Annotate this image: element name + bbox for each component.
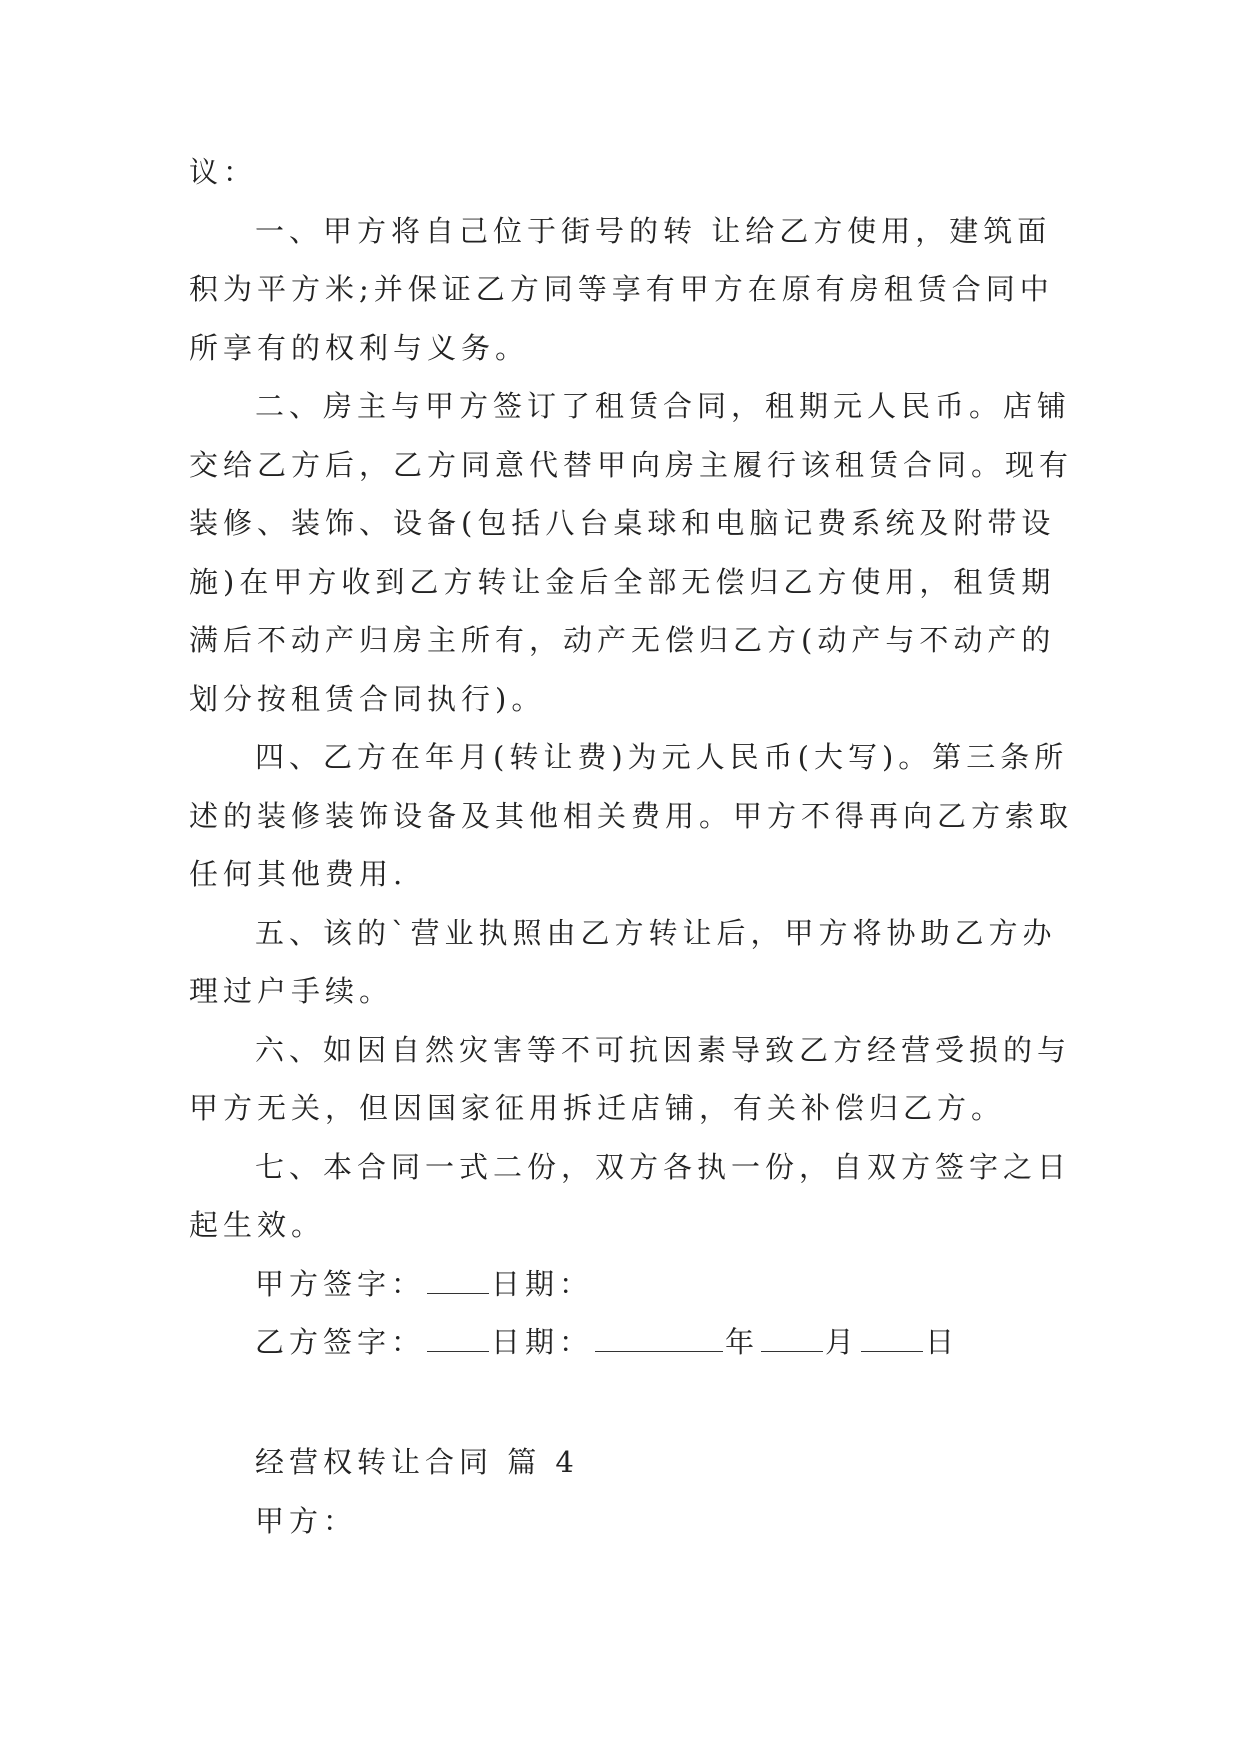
month-label: 月 bbox=[825, 1325, 860, 1359]
clause-5-line: 五、该的`营业执照由乙方转让后，甲方将协助乙方办 bbox=[255, 915, 1057, 950]
clause-7-line: 起生效。 bbox=[189, 1208, 326, 1242]
clause-7-line: 七、本合同一式二份，双方各执一份，自双方签字之日 bbox=[255, 1149, 1072, 1184]
clause-2-line: 施)在甲方收到乙方转让金后全部无偿归乙方使用，租赁期 bbox=[189, 564, 1056, 599]
signature-b-blank[interactable] bbox=[427, 1325, 489, 1352]
day-blank[interactable] bbox=[861, 1325, 923, 1352]
clause-4-line: 述的装修装饰设备及其他相关费用。甲方不得再向乙方索取 bbox=[189, 798, 1074, 833]
clause-6-line: 六、如因自然灾害等不可抗因素导致乙方经营受损的与 bbox=[255, 1032, 1072, 1067]
year-label: 年 bbox=[725, 1325, 760, 1359]
body-line: 议： bbox=[189, 155, 258, 189]
signature-party-a bbox=[189, 1255, 1051, 1314]
signature-a-label: 甲方签字： bbox=[255, 1266, 426, 1301]
signature-party-b bbox=[189, 1313, 1051, 1372]
day-label: 日 bbox=[925, 1325, 960, 1359]
clause-2-line: 二、房主与甲方签订了租赁合同，租期元人民币。店铺 bbox=[255, 389, 1072, 423]
clause-2-line: 划分按租赁合同执行)。 bbox=[189, 681, 546, 716]
clause-2-line: 装修、装饰、设备(包括八台桌球和电脑记费系统及附带设 bbox=[189, 506, 1056, 540]
contract-body bbox=[189, 143, 1074, 1372]
next-section bbox=[189, 1433, 1051, 1550]
clause-2-line: 满后不动产归房主所有，动产无偿归乙方(动产与不动产的 bbox=[189, 623, 1056, 657]
signature-b-label: 乙方签字： bbox=[255, 1325, 426, 1359]
signature-a-date-label: 日期： bbox=[491, 1266, 594, 1301]
clause-4-line: 任何其他费用. bbox=[189, 857, 408, 891]
clause-1-line: 所享有的权利与义务。 bbox=[189, 330, 530, 365]
clause-2-line: 交给乙方后，乙方同意代替甲向房主履行该租赁合同。现有 bbox=[189, 447, 1074, 482]
signature-b-date-label: 日期： bbox=[491, 1325, 594, 1359]
signature-a-blank[interactable] bbox=[427, 1267, 489, 1294]
clause-1-line: 积为平方米;并保证乙方同等享有甲方在原有房租赁合同中 bbox=[189, 272, 1054, 306]
year-blank[interactable] bbox=[595, 1325, 723, 1352]
clause-1-line: 一、甲方将自己位于街号的转 让给乙方使用，建筑面 bbox=[255, 213, 1052, 248]
section-title: 经营权转让合同 篇 4 bbox=[255, 1445, 579, 1479]
clause-5-line: 理过户手续。 bbox=[189, 974, 394, 1008]
month-blank[interactable] bbox=[761, 1325, 823, 1352]
clause-4-line: 四、乙方在年月(转让费)为元人民币(大写)。第三条所 bbox=[255, 740, 1069, 774]
party-a-label: 甲方： bbox=[255, 1503, 358, 1538]
clause-6-line: 甲方无关，但因国家征用拆迁店铺，有关补偿归乙方。 bbox=[189, 1091, 1006, 1125]
